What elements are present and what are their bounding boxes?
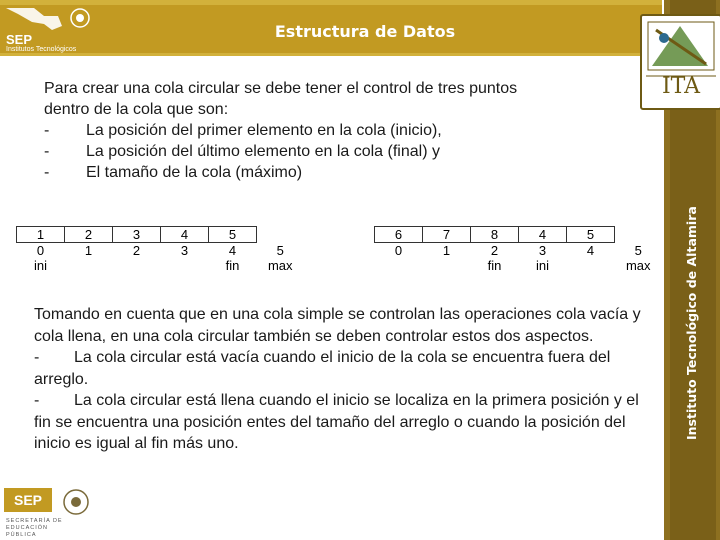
array-cell: 3 [113, 227, 161, 243]
mexico-map-icon [4, 6, 90, 32]
array-cell: 4 [161, 227, 209, 243]
intro-bullet: - La posición del último elemento en la cola (final) y [44, 143, 440, 160]
array-index: 2 [490, 243, 499, 258]
array-cell: 1 [17, 227, 65, 243]
array-label [161, 258, 209, 273]
sep-subtitle: Institutos Tecnológicos [6, 46, 77, 53]
intro-line-2: dentro de la cola que son: [44, 101, 229, 118]
array-label: max [625, 258, 651, 273]
array-index: 4 [586, 243, 595, 258]
footer-sep-caption: SECRETARÍA DE EDUCACIÓN PÚBLICA [6, 518, 63, 538]
array-cell: 6 [375, 227, 423, 243]
array-label [113, 258, 161, 273]
intro-bullet: - El tamaño de la cola (máximo) [44, 164, 303, 181]
array-index: 4 [228, 243, 237, 258]
array-diagram-2 [374, 226, 662, 273]
sep-logo-text: SEP [6, 32, 33, 47]
array-cell: 2 [65, 227, 113, 243]
body-bullet: - La cola circular está llena cuando el inicio se localiza en la primera posición y el fin se encuentra una posición entes del tamaño del arreglo o cuando la posición del inicio es igual al fin más uno. [34, 392, 639, 452]
array-index: 3 [538, 243, 547, 258]
sep-logo [4, 6, 90, 52]
mexico-eagle-icon [58, 488, 94, 516]
array-index: 1 [442, 243, 451, 258]
page-title: Estructura de Datos [274, 22, 456, 41]
intro-line-1: Para crear una cola circular se debe tener el control de tres puntos [44, 80, 518, 97]
intro-text [44, 78, 644, 183]
array-index: 5 [634, 242, 642, 258]
array-cell: 8 [471, 227, 519, 243]
array-label [567, 258, 615, 273]
array-diagram-1 [16, 226, 304, 273]
array-label: fin [487, 258, 502, 273]
vertical-institute-name: Instituto Tecnológico de Altamira [684, 206, 699, 440]
ita-logo-text: ITA [661, 74, 701, 99]
array-label: ini [535, 258, 549, 273]
array-label [375, 258, 423, 273]
body-paragraph: Tomando en cuenta que en una cola simple se controlan las operaciones cola vacía y cola llena, en una cola circular también se deben controlar estos dos aspectos. [34, 306, 641, 345]
array-label [65, 258, 113, 273]
array-index: 0 [36, 243, 45, 258]
array-index: 5 [276, 242, 284, 258]
ita-logo [640, 14, 720, 110]
array-cell: 4 [519, 227, 567, 243]
array-cell: 5 [209, 227, 257, 243]
intro-bullet: - La posición del primer elemento en la cola (inicio), [44, 122, 442, 139]
footer-sep-logo [4, 488, 96, 538]
array-index: 3 [180, 243, 189, 258]
array-label [423, 258, 471, 273]
array-index: 1 [84, 243, 93, 258]
array-index: 0 [394, 243, 403, 258]
body-text [34, 304, 654, 455]
array-cell: 7 [423, 227, 471, 243]
array-cell: 5 [567, 227, 615, 243]
array-label: fin [225, 258, 240, 273]
array-index: 2 [132, 243, 141, 258]
array-label: ini [33, 258, 47, 273]
footer-sep-text: SEP [4, 488, 52, 512]
array-label: max [267, 258, 293, 273]
body-bullet: - La cola circular está vacía cuando el inicio de la cola se encuentra fuera del arreglo. [34, 349, 611, 388]
